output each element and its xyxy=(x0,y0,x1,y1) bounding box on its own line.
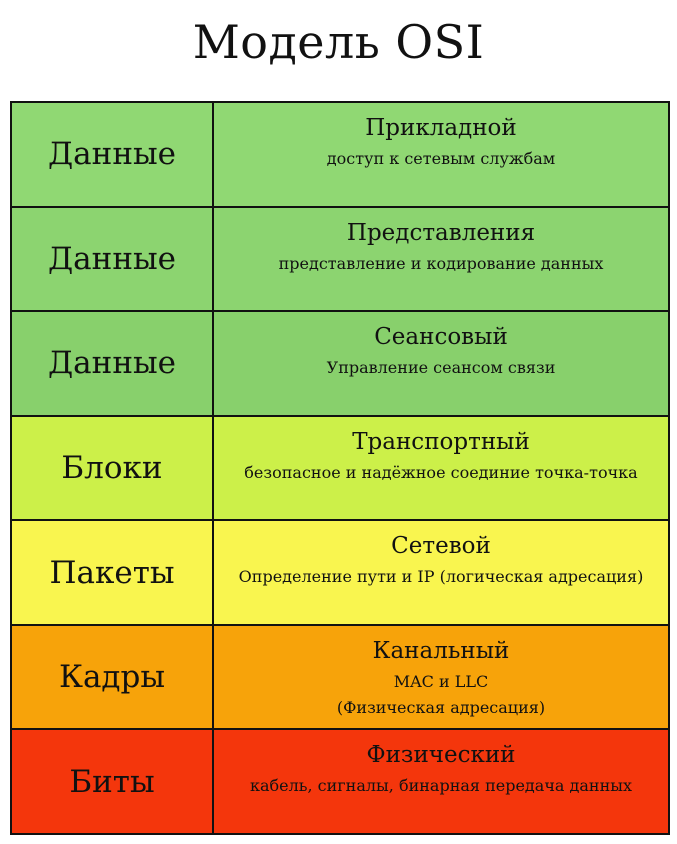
data-unit-label: Кадры xyxy=(12,626,214,729)
data-unit-label: Данные xyxy=(12,312,214,415)
layer-row-session xyxy=(12,312,668,417)
layer-row-datalink xyxy=(12,626,668,731)
layer-description: MAC и LLC xyxy=(393,671,489,691)
layer-row-presentation xyxy=(12,208,668,313)
data-unit-label: Данные xyxy=(12,103,214,206)
diagram-title: Модель OSI xyxy=(192,15,485,69)
layer-description: доступ к сетевым службам xyxy=(326,149,556,168)
layer-row-application xyxy=(12,103,668,208)
layer-info xyxy=(214,626,668,729)
data-unit-label: Биты xyxy=(12,730,214,833)
data-unit-label: Пакеты xyxy=(12,521,214,624)
layer-name: Физический xyxy=(366,742,516,769)
layer-row-physical xyxy=(12,730,668,833)
layer-name: Сетевой xyxy=(391,533,491,560)
layer-info xyxy=(214,417,668,520)
layer-row-transport xyxy=(12,417,668,522)
layer-info xyxy=(214,730,668,833)
osi-layers-table xyxy=(10,101,670,835)
layer-description: кабель, сигналы, бинарная передача данных xyxy=(249,776,632,796)
layer-info xyxy=(214,521,668,624)
layer-description: представление и кодирование данных xyxy=(278,253,604,273)
layer-name: Представления xyxy=(346,219,536,246)
layer-name: Транспортный xyxy=(352,428,530,455)
layer-description: Управление сеансом связи xyxy=(326,358,556,378)
layer-info xyxy=(214,208,668,311)
layer-name: Сеансовый xyxy=(374,324,508,351)
layer-name: Прикладной xyxy=(365,115,517,141)
layer-description: безопасное и надёжное соединие точка-точка xyxy=(244,462,638,482)
layer-description-secondary: (Физическая адресация) xyxy=(336,697,546,717)
data-unit-label: Данные xyxy=(12,208,214,311)
data-unit-label: Блоки xyxy=(12,417,214,520)
layer-description: Определение пути и IP (логическая адресация) xyxy=(238,567,644,587)
layer-info xyxy=(214,312,668,415)
layer-name: Канальный xyxy=(372,637,510,664)
layer-info xyxy=(214,103,668,206)
layer-row-network xyxy=(12,521,668,626)
